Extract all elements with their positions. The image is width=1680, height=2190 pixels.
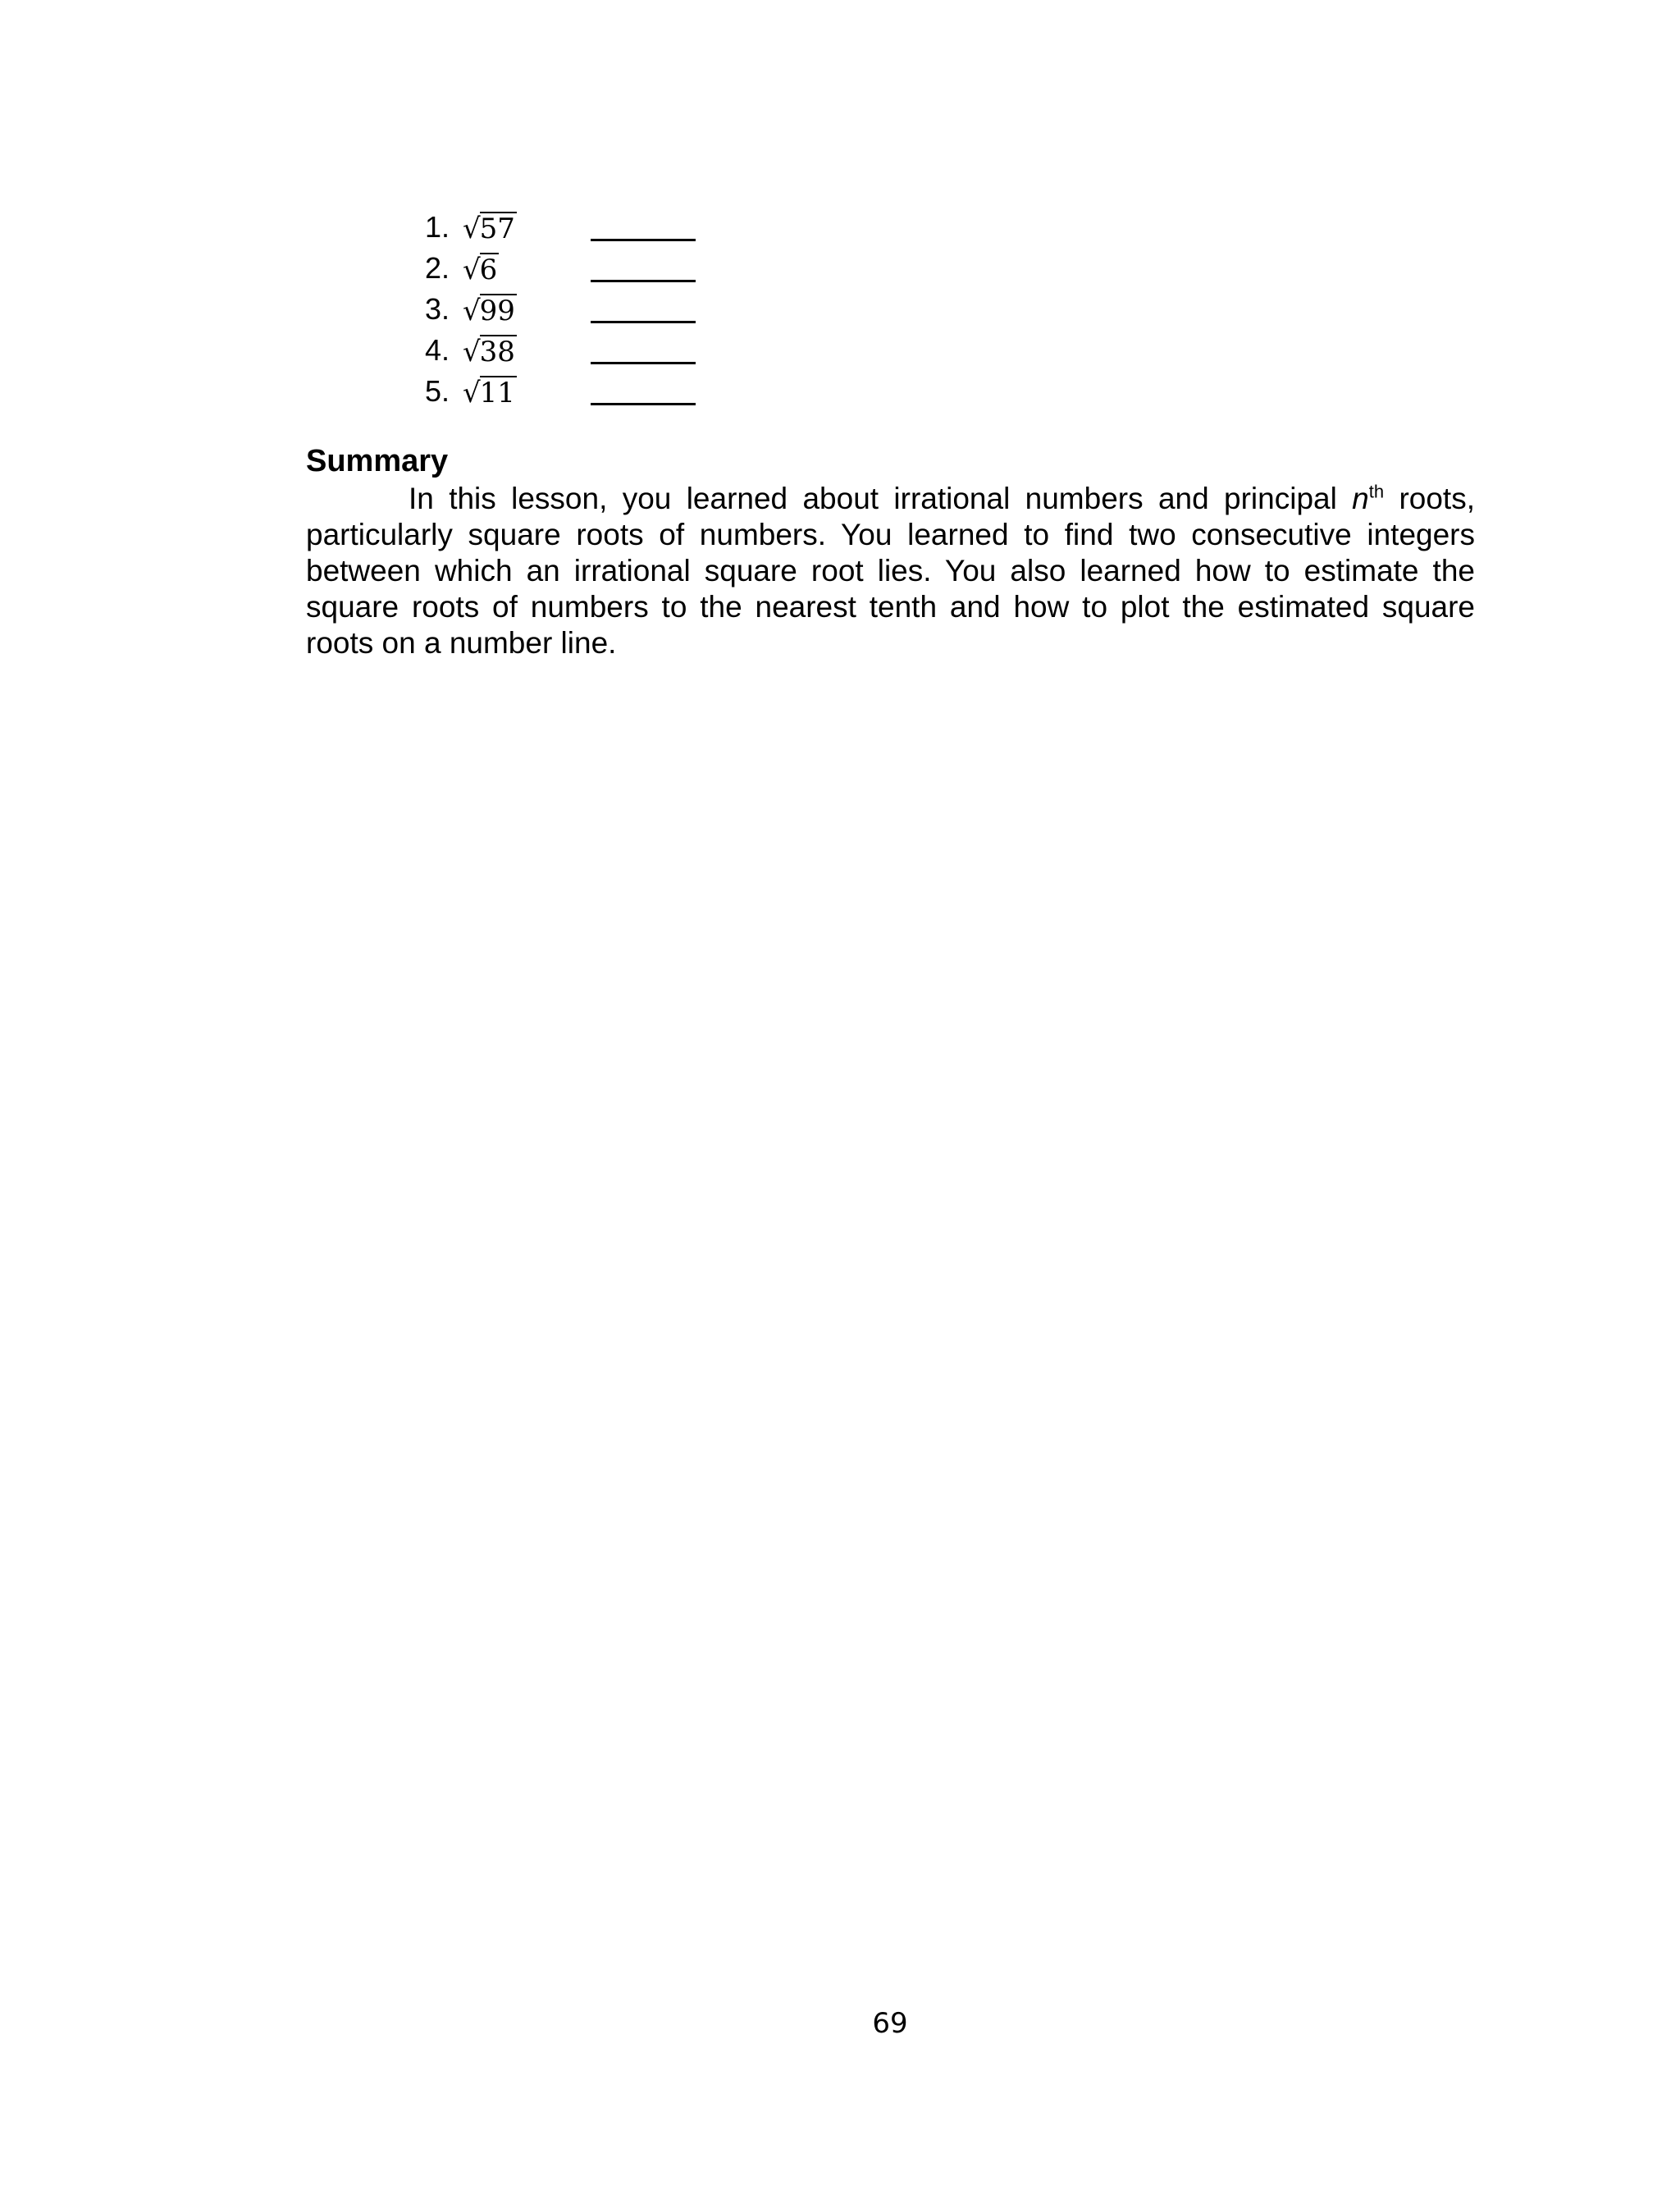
- radicand: 57: [479, 213, 515, 245]
- item-number: 3.: [425, 292, 450, 326]
- square-root-expression: [463, 294, 553, 325]
- answer-blank[interactable]: [591, 321, 696, 323]
- superscript-th: th: [1368, 481, 1385, 502]
- radical-sign: √: [463, 295, 481, 327]
- summary-section: [306, 441, 1475, 661]
- answer-blank[interactable]: [591, 362, 696, 364]
- square-root-expression: [463, 376, 553, 407]
- radicand: 11: [479, 377, 515, 409]
- summary-text-start: In this lesson, you learned about irrational numbers and principal: [409, 482, 1353, 515]
- item-number: 4.: [425, 333, 450, 367]
- radicand: 99: [479, 295, 515, 327]
- exercise-item: [425, 248, 696, 289]
- radical-sign: √: [463, 213, 481, 245]
- radicand: 38: [479, 336, 515, 368]
- radical-sign: √: [463, 336, 481, 368]
- page-number: 69: [872, 2007, 908, 2040]
- radical-sign: √: [463, 254, 481, 286]
- summary-text-end: roots, particularly square roots of numbers. You learned to find two consecutive integers between which an irrational square root lies. You also learned how to estimate the square roots of numbers to the nearest tenth and how to plot the estimated square roots on a number line.: [306, 482, 1475, 660]
- item-number: 2.: [425, 251, 450, 285]
- exercise-list: [425, 207, 696, 412]
- exercise-item: [425, 330, 696, 371]
- answer-blank[interactable]: [591, 280, 696, 282]
- answer-blank[interactable]: [591, 239, 696, 241]
- radical-sign: √: [463, 377, 481, 409]
- exercise-item: [425, 371, 696, 412]
- radicand: 6: [479, 254, 498, 286]
- exercise-item: [425, 289, 696, 330]
- summary-paragraph: [306, 481, 1475, 661]
- answer-blank[interactable]: [591, 403, 696, 405]
- item-number: 5.: [425, 374, 450, 408]
- square-root-expression: [463, 335, 553, 366]
- variable-n: n: [1352, 482, 1369, 515]
- exercise-item: [425, 207, 696, 248]
- item-number: 1.: [425, 210, 450, 244]
- square-root-expression: [463, 253, 553, 284]
- summary-heading: Summary: [306, 444, 449, 478]
- square-root-expression: [463, 212, 553, 243]
